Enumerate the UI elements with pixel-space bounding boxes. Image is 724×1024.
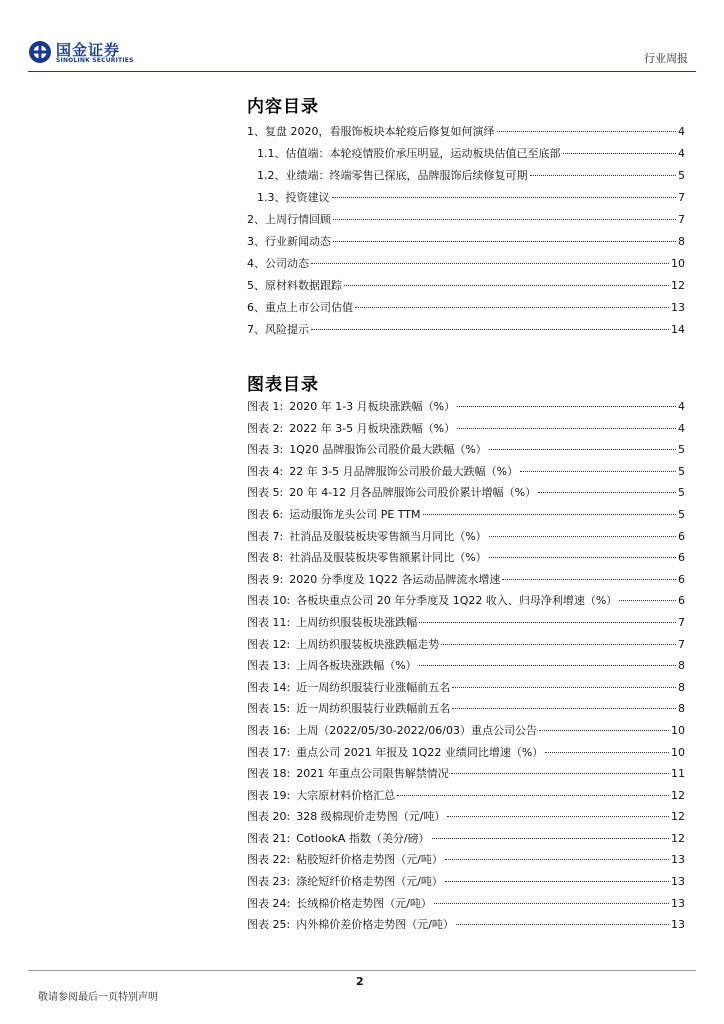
figure-entry[interactable] bbox=[247, 504, 685, 526]
logo-chinese-name: 国金证券 bbox=[56, 41, 121, 59]
figure-entry[interactable] bbox=[247, 893, 685, 915]
figure-entry-number: 图表 25: bbox=[247, 918, 291, 932]
figure-entry-title: 社消品及服装板块零售额当月同比（%） bbox=[289, 529, 487, 543]
dot-leader bbox=[489, 557, 676, 558]
figure-entry-number: 图表 21: bbox=[247, 831, 291, 845]
figure-entry-number: 图表 18: bbox=[247, 767, 291, 781]
dot-leader bbox=[520, 471, 676, 472]
figure-entry-number: 图表 10: bbox=[247, 594, 291, 608]
figure-entry-title: 内外棉价差价格走势图（元/吨） bbox=[296, 918, 454, 932]
figure-entry-number: 图表 14: bbox=[247, 680, 291, 694]
figure-entry-number: 图表 19: bbox=[247, 788, 291, 802]
toc-entry-label: 7、风险提示 bbox=[247, 323, 309, 336]
figure-entry-number: 图表 15: bbox=[247, 702, 291, 716]
figure-entry-title: 上周（2022/05/30-2022/06/03）重点公司公告 bbox=[296, 723, 537, 737]
figure-entry-page: 6 bbox=[678, 551, 685, 565]
dot-leader bbox=[447, 816, 669, 817]
toc-entry-page: 8 bbox=[678, 235, 685, 248]
figure-entry[interactable] bbox=[247, 806, 685, 828]
figure-entry-title: 328 级棉现价走势图（元/吨） bbox=[296, 810, 446, 824]
figure-entry-page: 13 bbox=[671, 896, 685, 910]
figure-entry-number: 图表 7: bbox=[247, 529, 284, 543]
figure-entry-page: 6 bbox=[678, 572, 685, 586]
figure-entry[interactable] bbox=[247, 461, 685, 483]
figure-entry-title: 2020 分季度及 1Q22 各运动品牌流水增速 bbox=[289, 572, 501, 586]
dot-leader bbox=[452, 708, 676, 709]
dot-leader bbox=[332, 197, 677, 198]
dot-leader bbox=[419, 665, 676, 666]
figure-entry[interactable] bbox=[247, 526, 685, 548]
toc-entry[interactable] bbox=[247, 187, 685, 209]
figure-entry-title: 上周各板块涨跌幅（%） bbox=[296, 659, 417, 673]
figure-entry-number: 图表 8: bbox=[247, 551, 284, 565]
dot-leader bbox=[497, 131, 677, 132]
figure-entry-title: 重点公司 2021 年报及 1Q22 业绩同比增速（%） bbox=[296, 745, 544, 759]
figure-entry-page: 7 bbox=[678, 615, 685, 629]
figure-entry[interactable] bbox=[247, 547, 685, 569]
toc-entry[interactable] bbox=[247, 275, 685, 297]
figure-entry-title: 2020 年 1-3 月板块涨跌幅（%） bbox=[289, 400, 456, 413]
figure-entry-page: 12 bbox=[671, 831, 685, 845]
toc-entry-page: 13 bbox=[671, 301, 685, 314]
dot-leader bbox=[434, 903, 669, 904]
figure-entry-page: 5 bbox=[678, 443, 685, 457]
dot-leader bbox=[333, 241, 676, 242]
figure-entry-page: 8 bbox=[678, 659, 685, 673]
figure-entry-number: 图表 24: bbox=[247, 896, 291, 910]
figure-entry[interactable] bbox=[247, 439, 685, 461]
dot-leader bbox=[311, 329, 669, 330]
report-type-label: 行业周报 bbox=[644, 52, 688, 65]
figure-entry[interactable] bbox=[247, 698, 685, 720]
logo-english-name: SINOLINK SECURITIES bbox=[56, 57, 134, 64]
figure-entry-page: 8 bbox=[678, 702, 685, 716]
figure-entry-number: 图表 2: bbox=[247, 421, 284, 435]
figure-entry-number: 图表 4: bbox=[247, 464, 284, 478]
dot-leader bbox=[456, 924, 669, 925]
figure-entry-title: 2022 年 3-5 月板块涨跌幅（%） bbox=[289, 421, 456, 435]
figure-entry-page: 4 bbox=[678, 421, 685, 435]
figure-entry-page: 12 bbox=[671, 810, 685, 824]
figure-entry-page: 6 bbox=[678, 529, 685, 543]
figure-entry-title: 1Q20 品牌服饰公司股价最大跌幅（%） bbox=[289, 443, 487, 457]
dot-leader bbox=[397, 795, 669, 796]
figure-entry-title: 各板块重点公司 20 年分季度及 1Q22 收入、归母净利增速（%） bbox=[296, 594, 618, 608]
toc-entry[interactable] bbox=[247, 143, 685, 165]
toc-entry-page: 7 bbox=[678, 213, 685, 226]
figure-entry-number: 图表 17: bbox=[247, 745, 291, 759]
figure-entry-page: 10 bbox=[671, 745, 685, 759]
figure-entry[interactable] bbox=[247, 828, 685, 850]
dot-leader bbox=[489, 536, 676, 537]
dot-leader bbox=[563, 153, 677, 154]
figure-entry-page: 11 bbox=[671, 767, 685, 781]
toc-entry-label: 1、复盘 2020，看服饰板块本轮疫后修复如何演绎 bbox=[247, 125, 495, 138]
dot-leader bbox=[423, 514, 676, 515]
toc-entry[interactable] bbox=[247, 165, 685, 187]
figure-entry-page: 8 bbox=[678, 680, 685, 694]
figure-entry-title: 上周纺织服装板块涨跌幅 bbox=[296, 615, 418, 629]
figure-entry-number: 图表 5: bbox=[247, 486, 284, 500]
figure-entry-page: 6 bbox=[678, 594, 685, 608]
figures-list bbox=[247, 396, 685, 936]
figure-entry[interactable] bbox=[247, 396, 685, 418]
dot-leader bbox=[502, 579, 676, 580]
figure-entry-title: 20 年 4-12 月各品牌服饰公司股价累计增幅（%） bbox=[289, 486, 537, 500]
figure-entry-number: 图表 1: bbox=[247, 400, 284, 413]
figure-entry[interactable] bbox=[247, 871, 685, 893]
figure-entry-title: 上周纺织服装板块涨跌幅走势 bbox=[296, 637, 440, 651]
dot-leader bbox=[452, 687, 676, 688]
figure-entry-number: 图表 22: bbox=[247, 853, 291, 867]
figure-entry-number: 图表 13: bbox=[247, 659, 291, 673]
dot-leader bbox=[355, 307, 669, 308]
figures-title: 图表目录 bbox=[247, 375, 319, 395]
figure-entry-page: 7 bbox=[678, 637, 685, 651]
footer-divider bbox=[28, 970, 696, 971]
dot-leader bbox=[445, 859, 669, 860]
dot-leader bbox=[457, 428, 676, 429]
figure-entry[interactable] bbox=[247, 590, 685, 612]
header-divider bbox=[28, 71, 696, 72]
figure-entry-title: CotlookA 指数（美分/磅） bbox=[296, 831, 430, 845]
toc-entry[interactable] bbox=[247, 297, 685, 319]
figure-entry-title: 社消品及服装板块零售额累计同比（%） bbox=[289, 551, 487, 565]
toc-entry-page: 4 bbox=[678, 125, 685, 138]
figure-entry[interactable] bbox=[247, 785, 685, 807]
figure-entry[interactable] bbox=[247, 742, 685, 764]
figure-entry[interactable] bbox=[247, 914, 685, 936]
toc-entry[interactable] bbox=[247, 231, 685, 253]
dot-leader bbox=[344, 285, 669, 286]
figure-entry[interactable] bbox=[247, 612, 685, 634]
figure-entry[interactable] bbox=[247, 677, 685, 699]
toc-entry[interactable] bbox=[247, 209, 685, 231]
dot-leader bbox=[451, 773, 669, 774]
figure-entry-number: 图表 11: bbox=[247, 615, 291, 629]
dot-leader bbox=[333, 219, 676, 220]
dot-leader bbox=[311, 263, 669, 264]
toc-entry-page: 14 bbox=[671, 323, 685, 336]
figure-entry[interactable] bbox=[247, 418, 685, 440]
figure-entry-title: 近一周纺织服装行业跌幅前五名 bbox=[296, 702, 451, 716]
figure-entry-number: 图表 3: bbox=[247, 443, 284, 457]
toc-title: 内容目录 bbox=[247, 97, 319, 117]
toc-entry-label: 1.2、业绩端：终端零售已探底，品牌服饰后续修复可期 bbox=[257, 169, 528, 182]
dot-leader bbox=[432, 838, 669, 839]
dot-leader bbox=[457, 406, 676, 407]
figure-entry-page: 13 bbox=[671, 875, 685, 889]
figure-entry[interactable] bbox=[247, 655, 685, 677]
toc-entry-label: 1.1、估值端：本轮疫情股价承压明显，运动板块估值已至底部 bbox=[257, 147, 561, 160]
toc-entry-page: 12 bbox=[671, 279, 685, 292]
sinolink-logo-icon bbox=[28, 40, 52, 64]
footer-disclaimer: 敬请参阅最后一页特别声明 bbox=[38, 992, 158, 1003]
figure-entry-page: 13 bbox=[671, 918, 685, 932]
figure-entry-number: 图表 9: bbox=[247, 572, 284, 586]
toc-entry-label: 3、行业新闻动态 bbox=[247, 235, 331, 248]
toc-entry-page: 7 bbox=[678, 191, 685, 204]
figure-entry-page: 4 bbox=[678, 400, 685, 413]
figure-entry[interactable] bbox=[247, 482, 685, 504]
toc-entry-label: 6、重点上市公司估值 bbox=[247, 301, 353, 314]
figure-entry-page: 5 bbox=[678, 464, 685, 478]
toc-entry-page: 4 bbox=[678, 147, 685, 160]
figure-entry-title: 大宗原材料价格汇总 bbox=[296, 788, 396, 802]
toc-entry-label: 2、上周行情回顾 bbox=[247, 213, 331, 226]
dot-leader bbox=[445, 881, 669, 882]
figure-entry-number: 图表 6: bbox=[247, 507, 284, 521]
figure-entry-title: 22 年 3-5 月品牌服饰公司股价最大跌幅（%） bbox=[289, 464, 519, 478]
figure-entry-title: 涤纶短纤价格走势图（元/吨） bbox=[296, 875, 443, 889]
toc-entry-page: 5 bbox=[678, 169, 685, 182]
toc-entry-page: 10 bbox=[671, 257, 685, 270]
figure-entry-title: 粘胶短纤价格走势图（元/吨） bbox=[296, 853, 443, 867]
figure-entry-number: 图表 23: bbox=[247, 875, 291, 889]
figure-entry-number: 图表 16: bbox=[247, 723, 291, 737]
figure-entry-title: 近一周纺织服装行业涨幅前五名 bbox=[296, 680, 451, 694]
figure-entry[interactable] bbox=[247, 763, 685, 785]
figure-entry-page: 5 bbox=[678, 507, 685, 521]
dot-leader bbox=[489, 449, 676, 450]
toc-entry-label: 5、原材料数据跟踪 bbox=[247, 279, 342, 292]
figure-entry[interactable] bbox=[247, 569, 685, 591]
figure-entry-title: 2021 年重点公司限售解禁情况 bbox=[296, 767, 449, 781]
figure-entry-title: 运动服饰龙头公司 PE TTM bbox=[289, 507, 421, 521]
dot-leader bbox=[419, 622, 676, 623]
page-header bbox=[28, 40, 696, 70]
figure-entry-page: 13 bbox=[671, 853, 685, 867]
dot-leader bbox=[538, 492, 676, 493]
dot-leader bbox=[441, 644, 676, 645]
dot-leader bbox=[530, 175, 677, 176]
figure-entry-title: 长绒棉价格走势图（元/吨） bbox=[296, 896, 432, 910]
figure-entry[interactable] bbox=[247, 720, 685, 742]
figure-entry-number: 图表 20: bbox=[247, 810, 291, 824]
figure-entry-page: 10 bbox=[671, 723, 685, 737]
figure-entry[interactable] bbox=[247, 849, 685, 871]
dot-leader bbox=[619, 600, 676, 601]
toc-entry[interactable] bbox=[247, 253, 685, 275]
dot-leader bbox=[545, 752, 669, 753]
figure-entry-page: 5 bbox=[678, 486, 685, 500]
figure-entry-number: 图表 12: bbox=[247, 637, 291, 651]
page-number: 2 bbox=[356, 975, 364, 988]
toc-entry[interactable] bbox=[247, 319, 685, 341]
toc-entry[interactable] bbox=[247, 121, 685, 143]
toc-entry-label: 1.3、投资建议 bbox=[257, 191, 330, 204]
toc-entry-label: 4、公司动态 bbox=[247, 257, 309, 270]
figure-entry[interactable] bbox=[247, 634, 685, 656]
figure-entry-page: 12 bbox=[671, 788, 685, 802]
toc-list bbox=[247, 121, 685, 341]
dot-leader bbox=[539, 730, 669, 731]
